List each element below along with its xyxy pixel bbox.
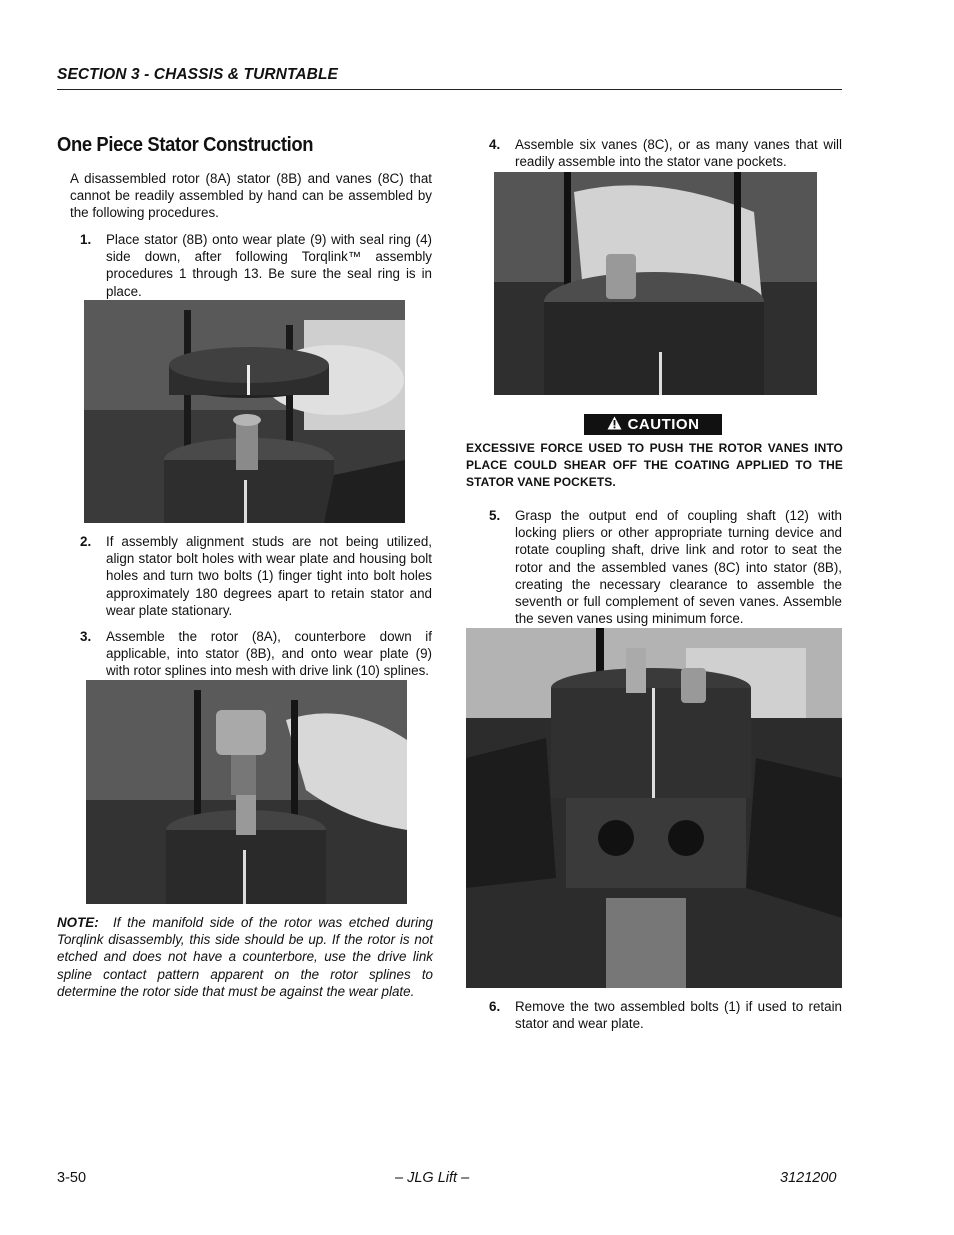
page-title: One Piece Stator Construction xyxy=(57,134,314,156)
step-number: 4. xyxy=(489,137,501,152)
step-6 xyxy=(489,998,842,1032)
header-rule xyxy=(57,89,842,90)
caution-banner xyxy=(584,414,722,435)
document-number: 3121200 xyxy=(780,1170,837,1186)
intro-paragraph: A disassembled rotor (8A) stator (8B) and vanes (8C) that cannot be readily assembled by hand can be assembled by the following procedures. xyxy=(70,171,432,221)
step-number: 2. xyxy=(80,534,92,549)
page-number: 3-50 xyxy=(57,1170,87,1186)
section-header: SECTION 3 - CHASSIS & TURNTABLE xyxy=(57,66,338,83)
step-text: Remove the two assembled bolts (1) if used to retain stator and wear plate. xyxy=(515,999,842,1032)
step-number: 6. xyxy=(489,999,501,1014)
step-1 xyxy=(80,231,432,300)
step-text: If assembly alignment studs are not being utilized, align stator bolt holes with wear plate and housing bolt holes and turn two bolts (1) finger tight into bolt holes approximately 180 degrees apart to retain stator and wear plate stationary. xyxy=(106,534,432,618)
caution-label: CAUTION xyxy=(627,416,700,433)
step-3 xyxy=(80,628,432,680)
step-text: Assemble six vanes (8C), or as many vanes that will readily assemble into the stator vane pockets. xyxy=(515,137,842,170)
caution-text: EXCESSIVE FORCE USED TO PUSH THE ROTOR VANES INTO PLACE COULD SHEAR OFF THE COATING APPLIED TO THE STATOR VANE POCKETS. xyxy=(466,441,843,490)
note-block xyxy=(57,914,433,1000)
step-number: 5. xyxy=(489,508,501,523)
photo-seating-vanes xyxy=(466,628,842,988)
note-text: If the manifold side of the rotor was etched during Torqlink disassembly, this side should be up. If the rotor is not etched and does not have a counterbore, use the drive link spline contact pattern apparent on the rotor splines to determine the rotor side that must be against the wear plate. xyxy=(57,915,433,999)
warning-triangle-icon xyxy=(607,416,622,434)
step-text: Assemble the rotor (8A), counterbore down if applicable, into stator (8B), and onto wear plate (9) with rotor splines into mesh with drive link (10) splines. xyxy=(106,629,432,679)
step-number: 1. xyxy=(80,232,92,247)
step-text: Place stator (8B) onto wear plate (9) with seal ring (4) side down, after following Torqlink™ assembly procedures 1 through 13. Be sure the seal ring is in place. xyxy=(106,232,432,299)
photo-stator-on-wear-plate xyxy=(84,300,405,523)
step-text: Grasp the output end of coupling shaft (12) with locking pliers or other appropriate turning device and rotate coupling shaft, drive link and rotor to seat the rotor and the assembled vanes (8C) into stator (8B), creating the necessary clearance to assemble the seventh or full complement of seven vanes. Assemble the seven vanes using minimum force. xyxy=(515,508,842,627)
step-number: 3. xyxy=(80,629,92,644)
photo-vane-insertion xyxy=(494,172,817,395)
step-5 xyxy=(489,507,842,627)
step-4 xyxy=(489,136,842,170)
note-label: NOTE: xyxy=(57,915,99,930)
footer-brand: – JLG Lift – xyxy=(395,1170,470,1186)
step-2 xyxy=(80,533,432,619)
photo-rotor-assembly xyxy=(86,680,407,904)
